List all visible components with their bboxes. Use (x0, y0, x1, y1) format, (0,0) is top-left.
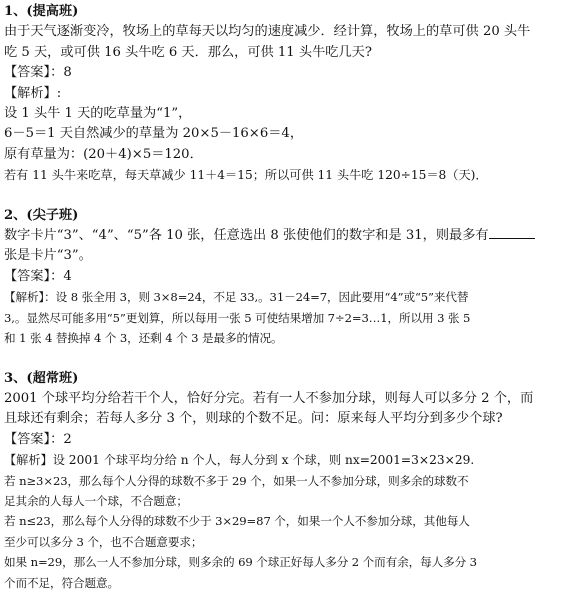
analysis-line: 6－5＝1 天自然减少的草量为 20×5－16×6＝4， (4, 126, 304, 142)
analysis-line: 如果 n=29，那么一人不参加分球，则多余的 69 个球正好每人多分 2 个而有余，每人多分 3 (4, 555, 477, 570)
analysis-line: 足其余的人每人一个球，不合题意； (4, 493, 188, 508)
problem-title: 2、(尖子班) (4, 207, 79, 223)
analysis-label: 【解析】: (4, 85, 62, 101)
problem-title: 3、(超常班) (4, 370, 79, 386)
question-line: 张是卡片“3”。 (4, 248, 92, 264)
question-line: 2001 个球平均分给若干个人，恰好分完。若有一人不参加分球，则每人可以多分 2 个，而 (4, 390, 534, 406)
answer-blank (489, 226, 535, 239)
analysis-line: 若有 11 头牛来吃草，每天草减少 11＋4＝15；所以可供 11 头牛吃 120÷15＝8（天)． (4, 168, 488, 183)
analysis-line: 【解析】设 2001 个球平均分给 n 个人，每人分到 x 个球，则 nx=2001=3×23×29. (4, 453, 475, 468)
question-text: 数字卡片“3”、“4”、“5”各 10 张，任意选出 8 张使他们的数字和是 31，则最多有 (4, 228, 489, 244)
problem-title: 1、(提高班) (4, 4, 79, 19)
question-line: 由于天气逐渐变冷，牧场上的草每天以均匀的速度减少．经计算，牧场上的草可供 20 头牛 (4, 24, 531, 40)
problem-3 (4, 369, 570, 593)
analysis-line: 3,。显然尽可能多用“5”更划算，所以每用一张 5 可使结果增加 7÷2=3…1，所以用 3 张 5 (4, 310, 471, 325)
analysis-line: 设 1 头牛 1 天的吃草量为“1”， (4, 106, 192, 122)
section-gap (4, 349, 570, 369)
analysis-line: 原有草量为：(20＋4)×5＝120． (4, 146, 203, 162)
analysis-line: 和 1 张 4 替换掉 4 个 3，还剩 4 个 3 是最多的情况。 (4, 331, 283, 346)
document (4, 2, 570, 593)
analysis-line: 至少可以多分 3 个，也不合题意要求； (4, 534, 203, 549)
problem-1 (4, 2, 570, 186)
analysis-line: 若 n≥3×23，那么每个人分得的球数不多于 29 个，如果一人不参加分球，则多余的球数不 (4, 473, 469, 488)
question-line: 且球还有剩余；若每人多分 3 个，则球的个数不足。问：原来每人平均分到多少个球? (4, 411, 503, 427)
analysis-line: 个而不足，符合题意。 (4, 575, 119, 590)
answer-line: 【答案】：2 (4, 431, 72, 447)
section-gap (4, 186, 570, 206)
question-line (4, 226, 570, 246)
question-line: 吃 5 天，或可供 16 头牛吃 6 天．那么，可供 11 头牛吃几天? (4, 44, 372, 60)
answer-line: 【答案】：8 (4, 65, 72, 81)
analysis-line: 【解析】：设 8 张全用 3，则 3×8=24，不足 33,。31－24=7，因此要用“4”或“5”来代替 (4, 290, 469, 305)
problem-2 (4, 206, 570, 349)
analysis-line: 若 n≤23，那么每个人分得的球数不少于 3×29=87 个，如果一个人不参加分球，其他每人 (4, 514, 470, 529)
answer-line: 【答案】：4 (4, 268, 72, 284)
